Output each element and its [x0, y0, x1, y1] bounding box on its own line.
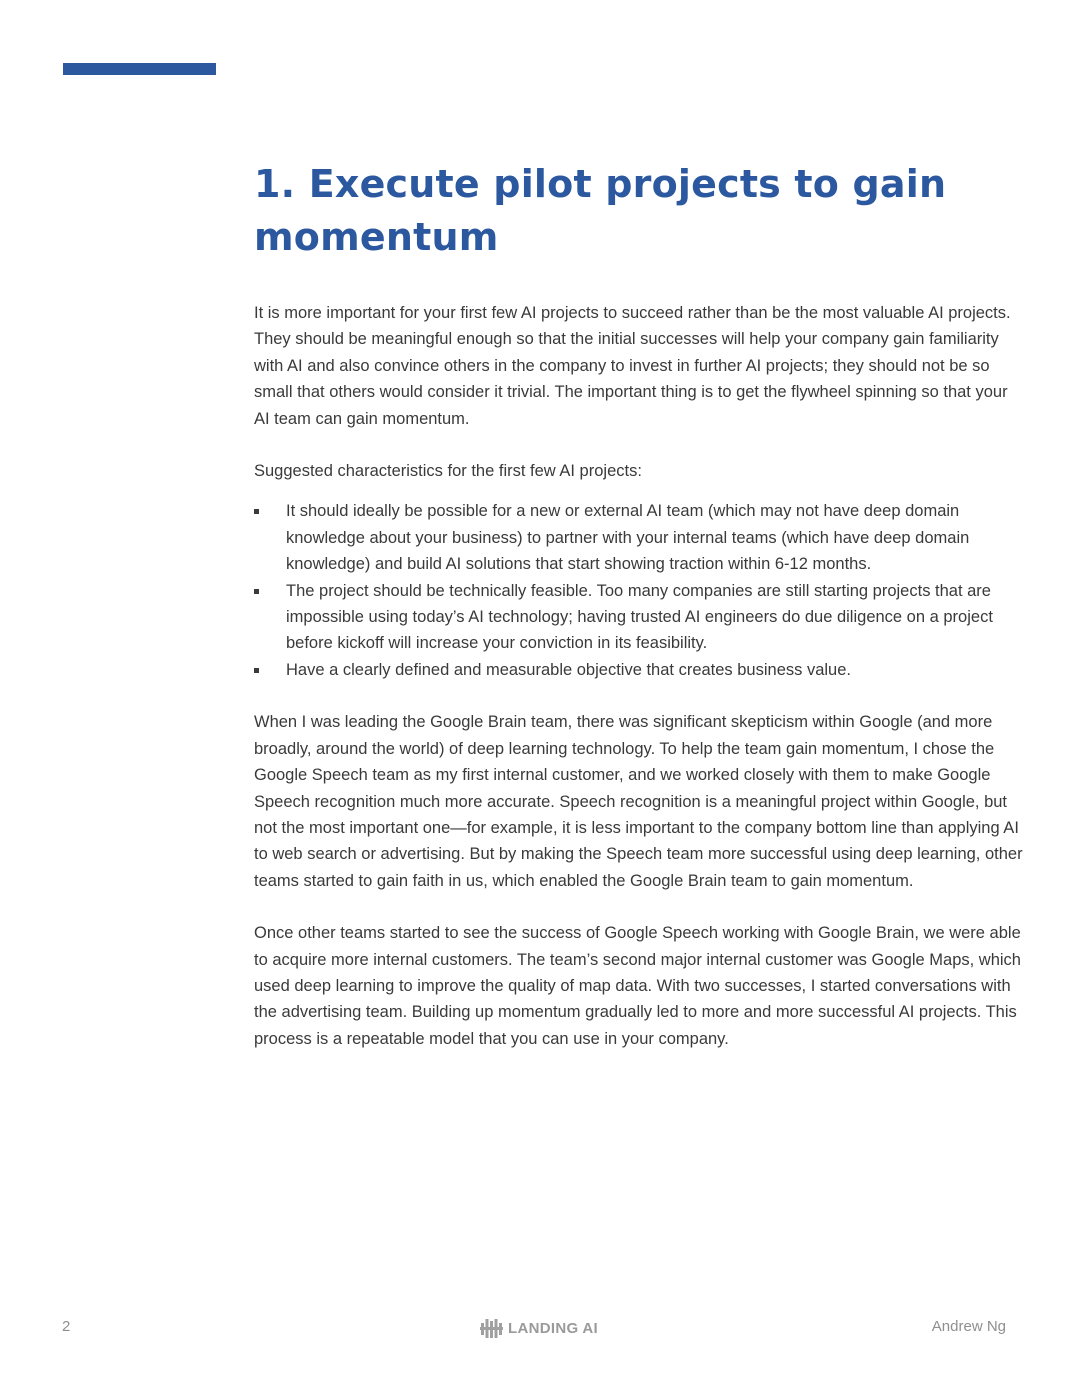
momentum-paragraph: Once other teams started to see the success of Google Speech working with Google Brain, we were able to acquire more internal customers. The team’s second major internal customer was Google Maps, which used deep learning to improve the quality of map data. With two successes, I started conversations with the advertising team. Building up momentum gradually led to more and more successful AI projects. This process is a repeatable model that you can use in your company. [254, 924, 1021, 1048]
bullet-icon [254, 589, 259, 594]
page-title: 1. Execute pilot projects to gain momentum [254, 162, 947, 259]
characteristics-list [254, 498, 1024, 683]
page-content [254, 158, 1024, 1052]
intro-paragraph: It is more important for your first few AI projects to succeed rather than be the most valuable AI projects. They should be meaningful enough so that the initial successes will help your company gain familiarity with AI and also convince others in the company to invest in further AI projects; they should not be so small that others would consider it trivial. The important thing is to get the flywheel spinning so that your AI team can gain momentum. [254, 304, 1011, 428]
landing-ai-logo [479, 1316, 598, 1340]
logo-text: LANDING AI [508, 1319, 598, 1337]
bullet-icon [254, 668, 259, 673]
list-item-text: It should ideally be possible for a new or external AI team (which may not have deep domain knowledge about your business) to partner with your internal teams (which have deep domain knowledge) and build AI solutions that start showing traction within 6-12 months. [286, 502, 970, 574]
list-item-text: Have a clearly defined and measurable objective that creates business value. [286, 660, 851, 679]
list-item [254, 578, 1024, 657]
list-item-text: The project should be technically feasible. Too many companies are still starting projects that are impossible using today’s AI technology; having trusted AI engineers do due diligence on a project before kickoff will increase your conviction in its feasibility. [286, 581, 993, 653]
google-brain-paragraph: When I was leading the Google Brain team, there was significant skepticism within Google (and more broadly, around the world) of deep learning technology. To help the team gain momentum, I chose the Google Speech team as my first internal customer, and we worked closely with them to make Google Speech recognition much more accurate. Speech recognition is a meaningful project within Google, but not the most important one—for example, it is less important to the company bottom line than applying AI to web search or advertising. But by making the Speech team more successful using deep learning, other teams started to gain faith in us, which enabled the Google Brain team to gain momentum. [254, 713, 1023, 890]
bullet-icon [254, 509, 259, 514]
author-name: Andrew Ng [931, 1318, 1006, 1335]
page-number: 2 [62, 1318, 71, 1335]
header-accent-bar [63, 63, 216, 75]
list-item [254, 498, 1024, 577]
page-footer [0, 1316, 1080, 1340]
list-item [254, 657, 1024, 683]
landing-ai-logo-icon [479, 1316, 503, 1340]
characteristics-lead: Suggested characteristics for the first few AI projects: [254, 462, 642, 481]
